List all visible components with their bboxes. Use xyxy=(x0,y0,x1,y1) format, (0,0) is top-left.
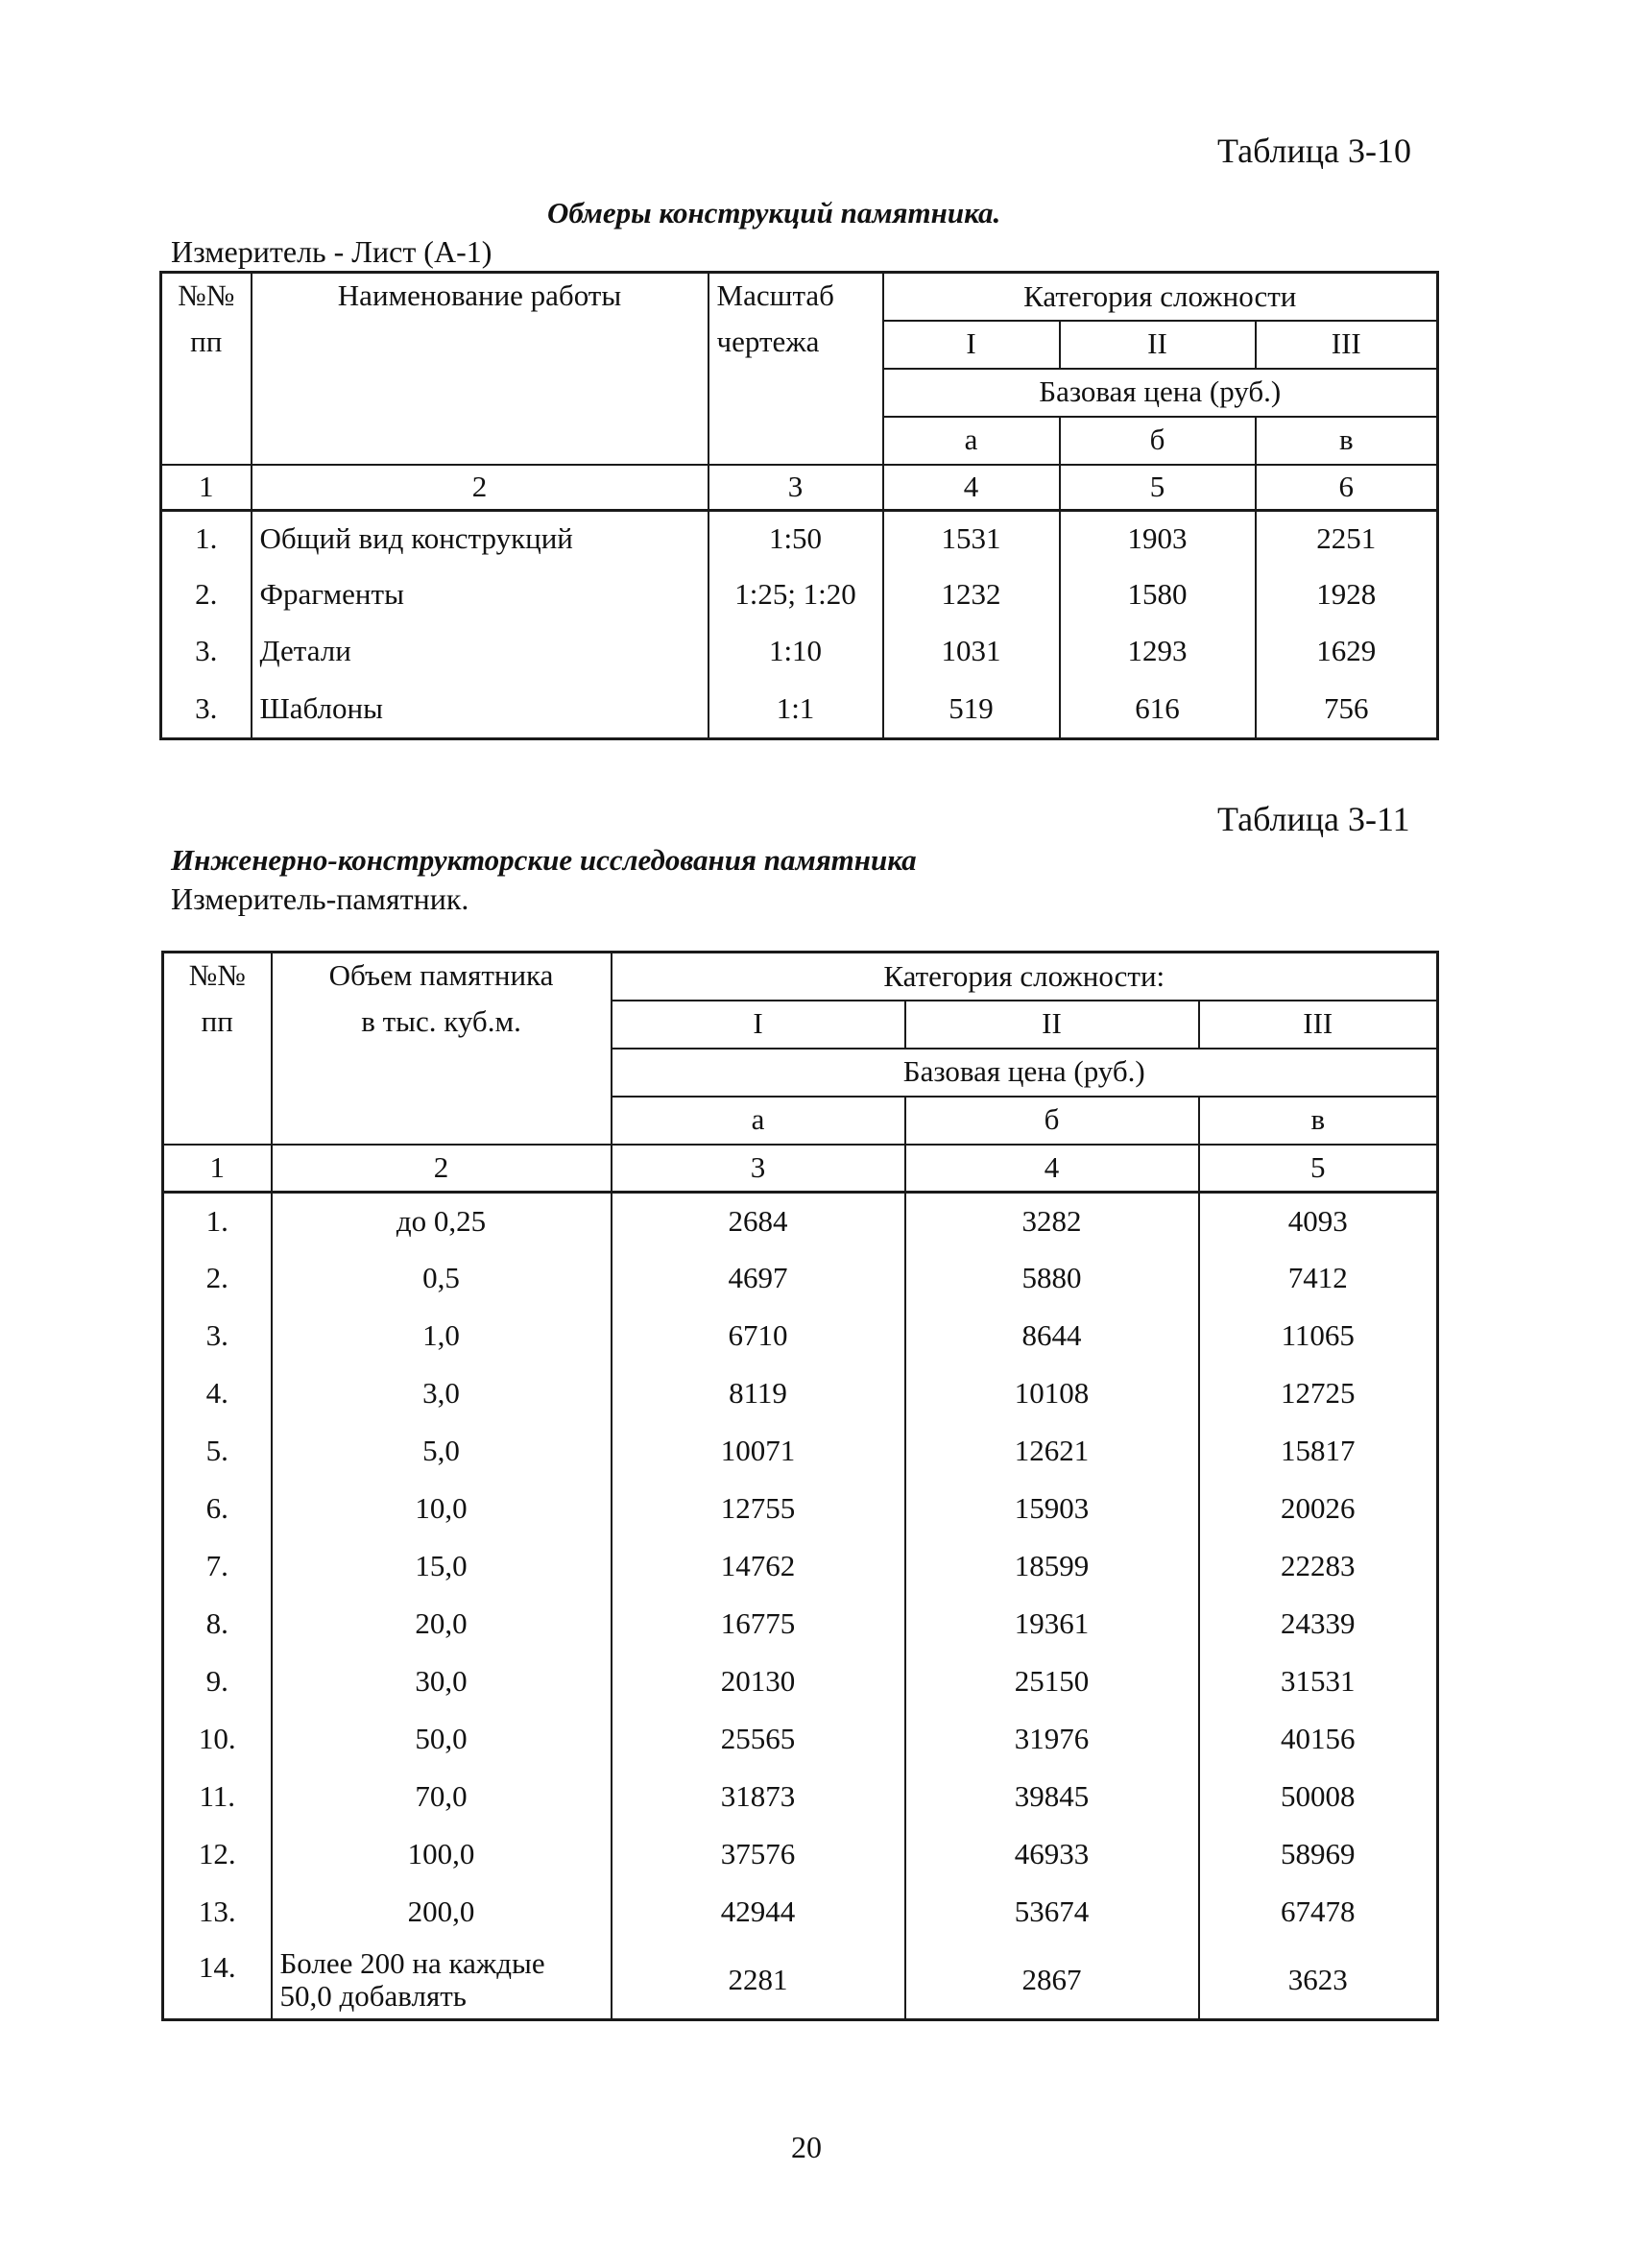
table-row xyxy=(163,1942,1438,2020)
row-price-v: 22283 xyxy=(1199,1538,1438,1596)
row-price-v: 20026 xyxy=(1199,1481,1438,1538)
row-scale: 1:50 xyxy=(708,511,883,567)
row-volume: 10,0 xyxy=(272,1481,612,1538)
table-row xyxy=(163,1769,1438,1826)
column-number: 6 xyxy=(1256,465,1438,511)
row-price-v: 4093 xyxy=(1199,1193,1438,1250)
row-num: 9. xyxy=(163,1653,272,1711)
header-col-b: б xyxy=(905,1097,1199,1145)
row-price-v: 50008 xyxy=(1199,1769,1438,1826)
column-number: 5 xyxy=(1060,465,1256,511)
table-row xyxy=(161,623,1438,680)
row-volume: 0,5 xyxy=(272,1250,612,1308)
column-number: 3 xyxy=(708,465,883,511)
row-price-b: 39845 xyxy=(905,1769,1199,1826)
table-row xyxy=(163,1365,1438,1423)
table-row xyxy=(163,1308,1438,1365)
measurer-label: Измеритель - Лист (А-1) xyxy=(171,234,492,269)
row-volume: Более 200 на каждые 50,0 добавлять xyxy=(272,1942,612,2020)
table-title: Инженерно-конструкторские исследования памятника xyxy=(171,843,917,877)
row-price-v: 3623 xyxy=(1199,1942,1438,2020)
header-base-price: Базовая цена (руб.) xyxy=(612,1049,1438,1097)
row-num: 3. xyxy=(163,1308,272,1365)
row-price-b: 19361 xyxy=(905,1596,1199,1653)
table-title: Обмеры конструкций памятника. xyxy=(547,196,1001,229)
column-number: 1 xyxy=(163,1145,272,1193)
header-cat-2: II xyxy=(1060,321,1256,369)
table-row xyxy=(163,1653,1438,1711)
header-col-v: в xyxy=(1199,1097,1438,1145)
header-volume: Объем памятника в тыс. куб.м. xyxy=(272,953,612,1145)
table-row xyxy=(163,1481,1438,1538)
row-num: 7. xyxy=(163,1538,272,1596)
row-num: 6. xyxy=(163,1481,272,1538)
row-price-b: 1293 xyxy=(1060,623,1256,680)
row-price-b: 5880 xyxy=(905,1250,1199,1308)
row-num: 2. xyxy=(161,567,252,623)
header-col-a: а xyxy=(883,417,1060,465)
row-price-v: 40156 xyxy=(1199,1711,1438,1769)
header-category: Категория сложности: xyxy=(612,953,1438,1001)
table-row xyxy=(163,1826,1438,1884)
row-num: 3. xyxy=(161,623,252,680)
row-price-v: 1928 xyxy=(1256,567,1438,623)
row-price-a: 31873 xyxy=(612,1769,905,1826)
row-num: 2. xyxy=(163,1250,272,1308)
row-price-v: 24339 xyxy=(1199,1596,1438,1653)
header-col-v: в xyxy=(1256,417,1438,465)
row-price-a: 16775 xyxy=(612,1596,905,1653)
row-volume: 20,0 xyxy=(272,1596,612,1653)
row-price-b: 1903 xyxy=(1060,511,1256,567)
row-volume: 1,0 xyxy=(272,1308,612,1365)
row-volume: 100,0 xyxy=(272,1826,612,1884)
row-price-v: 2251 xyxy=(1256,511,1438,567)
row-price-a: 1531 xyxy=(883,511,1060,567)
header-num: №№ пп xyxy=(163,953,272,1145)
row-volume: до 0,25 xyxy=(272,1193,612,1250)
table-row xyxy=(163,1596,1438,1653)
table-row xyxy=(163,1711,1438,1769)
header-work-name: Наименование работы xyxy=(252,273,708,465)
row-price-a: 4697 xyxy=(612,1250,905,1308)
table-row xyxy=(161,511,1438,567)
row-num: 1. xyxy=(163,1193,272,1250)
row-price-b: 2867 xyxy=(905,1942,1199,2020)
row-price-v: 11065 xyxy=(1199,1308,1438,1365)
row-price-a: 2281 xyxy=(612,1942,905,2020)
table-row xyxy=(161,567,1438,623)
column-number: 4 xyxy=(905,1145,1199,1193)
row-price-v: 67478 xyxy=(1199,1884,1438,1942)
measurements-table xyxy=(159,271,1439,740)
header-num: №№ пп xyxy=(161,273,252,465)
header-cat-1: I xyxy=(883,321,1060,369)
column-number: 3 xyxy=(612,1145,905,1193)
header-cat-3: III xyxy=(1256,321,1438,369)
row-volume: 3,0 xyxy=(272,1365,612,1423)
row-volume: 15,0 xyxy=(272,1538,612,1596)
row-price-b: 8644 xyxy=(905,1308,1199,1365)
row-price-a: 37576 xyxy=(612,1826,905,1884)
row-scale: 1:25; 1:20 xyxy=(708,567,883,623)
row-price-a: 12755 xyxy=(612,1481,905,1538)
table-number: Таблица 3-10 xyxy=(1217,132,1411,170)
row-num: 12. xyxy=(163,1826,272,1884)
row-price-b: 616 xyxy=(1060,680,1256,739)
table-row xyxy=(163,1193,1438,1250)
row-price-v: 1629 xyxy=(1256,623,1438,680)
row-price-v: 12725 xyxy=(1199,1365,1438,1423)
engineering-research-table xyxy=(161,951,1439,2021)
row-price-b: 53674 xyxy=(905,1884,1199,1942)
header-col-a: а xyxy=(612,1097,905,1145)
row-price-a: 42944 xyxy=(612,1884,905,1942)
row-price-a: 6710 xyxy=(612,1308,905,1365)
row-price-b: 46933 xyxy=(905,1826,1199,1884)
row-work-name: Фрагменты xyxy=(252,567,708,623)
row-volume: 200,0 xyxy=(272,1884,612,1942)
row-volume: 30,0 xyxy=(272,1653,612,1711)
table-number: Таблица 3-11 xyxy=(1217,800,1410,838)
row-price-a: 1031 xyxy=(883,623,1060,680)
row-num: 3. xyxy=(161,680,252,739)
row-price-v: 756 xyxy=(1256,680,1438,739)
row-num: 14. xyxy=(163,1942,272,2020)
row-price-a: 519 xyxy=(883,680,1060,739)
header-category: Категория сложности xyxy=(883,273,1438,321)
row-num: 13. xyxy=(163,1884,272,1942)
row-price-b: 3282 xyxy=(905,1193,1199,1250)
row-price-b: 15903 xyxy=(905,1481,1199,1538)
row-price-a: 14762 xyxy=(612,1538,905,1596)
table-row xyxy=(161,680,1438,739)
column-number: 1 xyxy=(161,465,252,511)
row-price-b: 25150 xyxy=(905,1653,1199,1711)
page-number: 20 xyxy=(791,2130,822,2164)
row-scale: 1:1 xyxy=(708,680,883,739)
row-price-b: 10108 xyxy=(905,1365,1199,1423)
column-number: 2 xyxy=(252,465,708,511)
row-price-a: 25565 xyxy=(612,1711,905,1769)
row-price-a: 20130 xyxy=(612,1653,905,1711)
column-number: 4 xyxy=(883,465,1060,511)
row-num: 10. xyxy=(163,1711,272,1769)
row-num: 1. xyxy=(161,511,252,567)
column-number: 5 xyxy=(1199,1145,1438,1193)
row-price-b: 18599 xyxy=(905,1538,1199,1596)
row-price-b: 12621 xyxy=(905,1423,1199,1481)
header-cat-2: II xyxy=(905,1001,1199,1049)
row-work-name: Детали xyxy=(252,623,708,680)
header-cat-3: III xyxy=(1199,1001,1438,1049)
row-num: 4. xyxy=(163,1365,272,1423)
row-num: 11. xyxy=(163,1769,272,1826)
measurer-label: Измеритель-памятник. xyxy=(171,881,469,916)
row-price-a: 2684 xyxy=(612,1193,905,1250)
row-price-b: 1580 xyxy=(1060,567,1256,623)
header-base-price: Базовая цена (руб.) xyxy=(883,369,1438,417)
row-price-a: 10071 xyxy=(612,1423,905,1481)
row-price-b: 31976 xyxy=(905,1711,1199,1769)
row-volume: 5,0 xyxy=(272,1423,612,1481)
row-price-a: 8119 xyxy=(612,1365,905,1423)
row-price-v: 7412 xyxy=(1199,1250,1438,1308)
row-num: 5. xyxy=(163,1423,272,1481)
row-scale: 1:10 xyxy=(708,623,883,680)
table-row xyxy=(163,1250,1438,1308)
table-row xyxy=(163,1423,1438,1481)
row-price-v: 58969 xyxy=(1199,1826,1438,1884)
header-col-b: б xyxy=(1060,417,1256,465)
table-row xyxy=(163,1538,1438,1596)
table-row xyxy=(163,1884,1438,1942)
row-volume: 70,0 xyxy=(272,1769,612,1826)
row-num: 8. xyxy=(163,1596,272,1653)
header-cat-1: I xyxy=(612,1001,905,1049)
column-number: 2 xyxy=(272,1145,612,1193)
row-price-a: 1232 xyxy=(883,567,1060,623)
row-volume: 50,0 xyxy=(272,1711,612,1769)
row-work-name: Общий вид конструкций xyxy=(252,511,708,567)
row-work-name: Шаблоны xyxy=(252,680,708,739)
row-price-v: 31531 xyxy=(1199,1653,1438,1711)
row-price-v: 15817 xyxy=(1199,1423,1438,1481)
header-scale: Масштаб чертежа xyxy=(708,273,883,465)
